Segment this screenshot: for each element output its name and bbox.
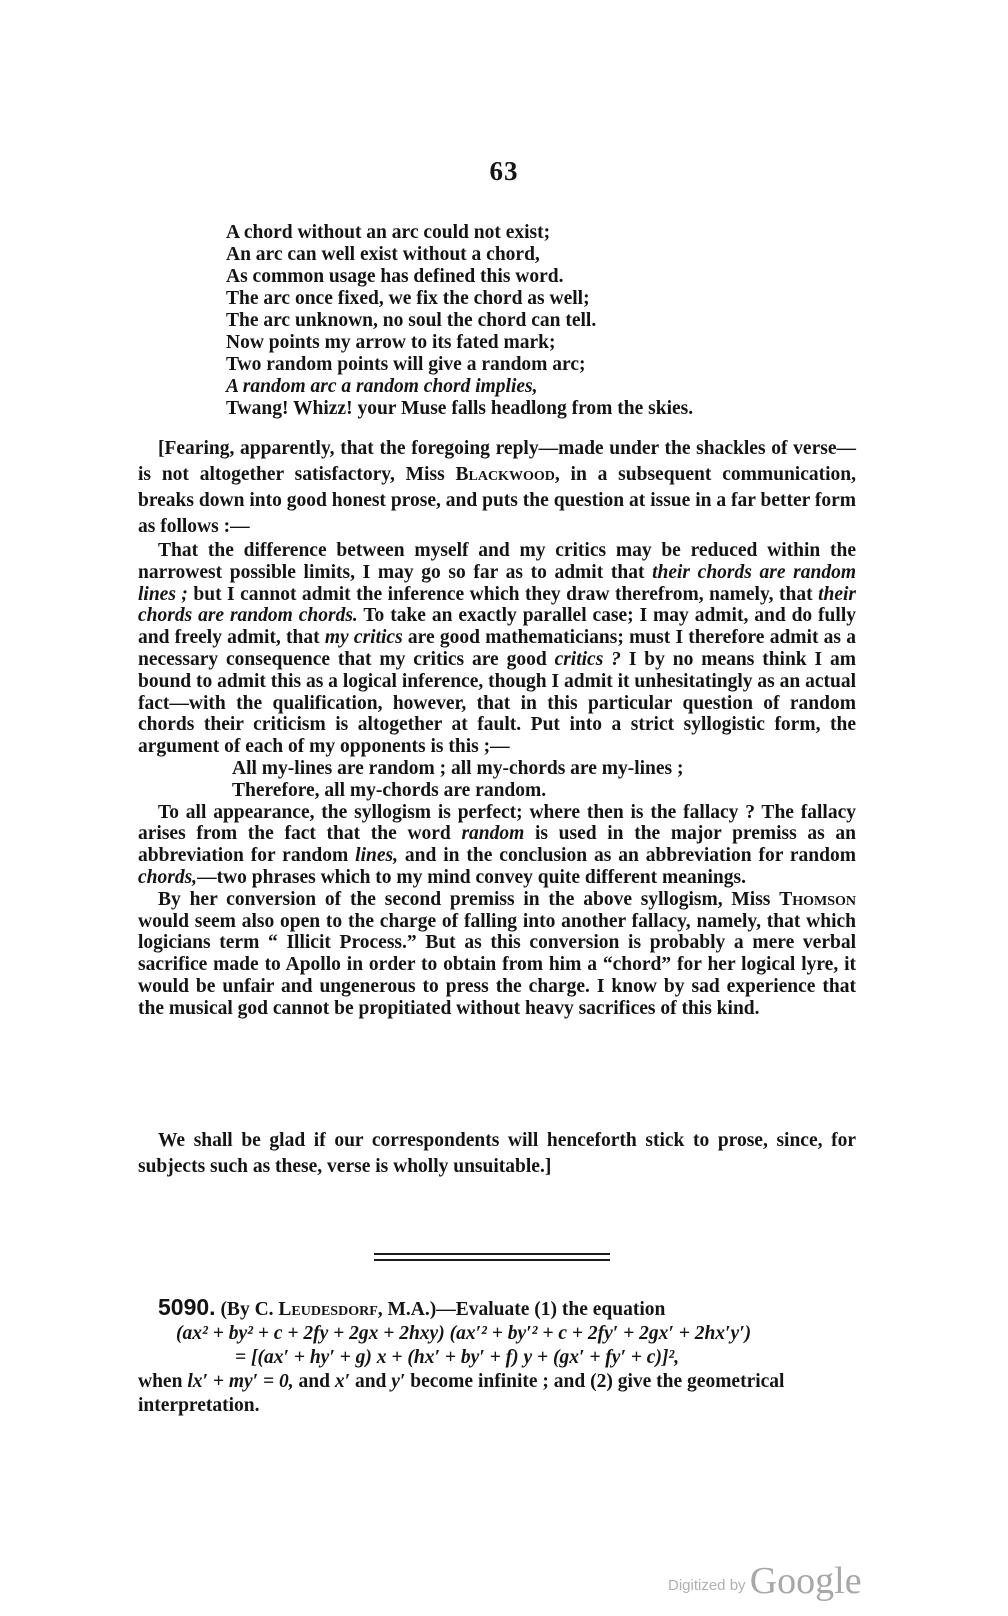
author-name: Blackwood: [455, 464, 555, 485]
equation-line-2: = [(ax′ + hy′ + g) x + (hx′ + by′ + f) y + (gx′ + fy′ + c)]²,: [235, 1347, 680, 1368]
editor-conclusion: [138, 1128, 856, 1180]
section-divider-top: [374, 1253, 610, 1255]
equation-line-1: (ax² + by² + c + 2fy + 2gx + 2hxy) (ax′² + by′² + c + 2fy′ + 2gx′ + 2hx′y′): [176, 1323, 752, 1344]
problem-heading: 5090. (By C. Leudesdorf, M.A.)—Evaluate (1) the equation: [158, 1294, 666, 1320]
poem-line: A random arc a random chord implies,: [226, 376, 538, 397]
problem-condition: when lx′ + my′ = 0, and x′ and y′ become infinite ; and (2) give the geometrical interpretation.: [138, 1371, 785, 1416]
page-number: 63: [489, 156, 519, 186]
editor-intro: [138, 436, 856, 540]
poem-line: A chord without an arc could not exist;: [226, 222, 551, 243]
letter-paragraph: That the difference between myself and my critics may be reduced within the narrowest possible limits, I may go so far as to admit that their chords are random lines ; but I cannot admit the inference which they draw therefrom, namely, that their chords are random chords. To take an exactly parallel case; I may admit, and do fully and freely admit, that my critics are good mathematicians; must I therefore admit as a necessary consequence that my critics are good critics ? I by no means think I am bound to admit this as a logical inference, though I admit it unhesitatingly as an actual fact—with the qualification, however, that in this particular question of random chords their criticism is altogether at fault. Put into a strict syllogistic form, the argument of each of my opponents is this ;—: [138, 540, 857, 758]
intro-paragraph: [Fearing, apparently, that the foregoing reply—made under the shackles of verse—is not altogether satisfactory, Miss Blackwood, in a subsequent communication, breaks down into good honest prose, and puts the question at issue in a far better form as follows :—: [138, 438, 856, 537]
poem-line: Twang! Whizz! your Muse falls headlong from the skies.: [226, 398, 694, 419]
poem-line: An arc can well exist without a chord,: [226, 244, 540, 265]
letter-paragraph: To all appearance, the syllogism is perfect; where then is the fallacy ? The fallacy arises from the fact that the word random is used in the major premiss as an abbreviation for random lines, and in the conclusion as an abbreviation for random chords,—two phrases which to my mind convey quite different meanings.: [138, 801, 856, 888]
section-divider-bottom: [374, 1259, 610, 1261]
syllogism-conclusion: Therefore, all my-chords are random.: [232, 779, 547, 801]
poem-line: As common usage has defined this word.: [226, 266, 564, 287]
google-logo: Google: [749, 1560, 862, 1602]
author-name: Leudesdorf: [278, 1299, 378, 1320]
digitized-credit: Digitized by Google: [668, 1560, 862, 1602]
author-name: Thomson: [779, 888, 856, 910]
syllogism-premise: All my-lines are random ; all my-chords are my-lines ;: [232, 757, 684, 779]
problem-number: 5090.: [158, 1294, 216, 1320]
letter-paragraph: By her conversion of the second premiss in the above syllogism, Miss Thomson would seem also open to the charge of falling into another fallacy, namely, that which logicians term “ Illicit Process.” But as this conversion is probably a mere verbal sacrifice made to Apollo in order to obtain from him a “chord” for her logical lyre, it would be unfair and ungenerous to press the charge. I know by sad experience that the musical god cannot be propitiated without heavy sacrifices of this kind.: [138, 888, 856, 1019]
poem-line: Two random points will give a random arc;: [226, 354, 586, 375]
poem-line: The arc once fixed, we fix the chord as well;: [226, 288, 590, 309]
problem-5090: [138, 1295, 856, 1418]
poem-line: The arc unknown, no soul the chord can tell.: [226, 310, 597, 331]
poem-line: Now points my arrow to its fated mark;: [226, 332, 556, 353]
outro-paragraph: We shall be glad if our correspondents will henceforth stick to prose, since, for subjects such as these, verse is wholly unsuitable.]: [138, 1130, 856, 1177]
letter-text: [138, 540, 856, 1020]
poem: [226, 222, 866, 420]
syllogism: [138, 758, 856, 802]
